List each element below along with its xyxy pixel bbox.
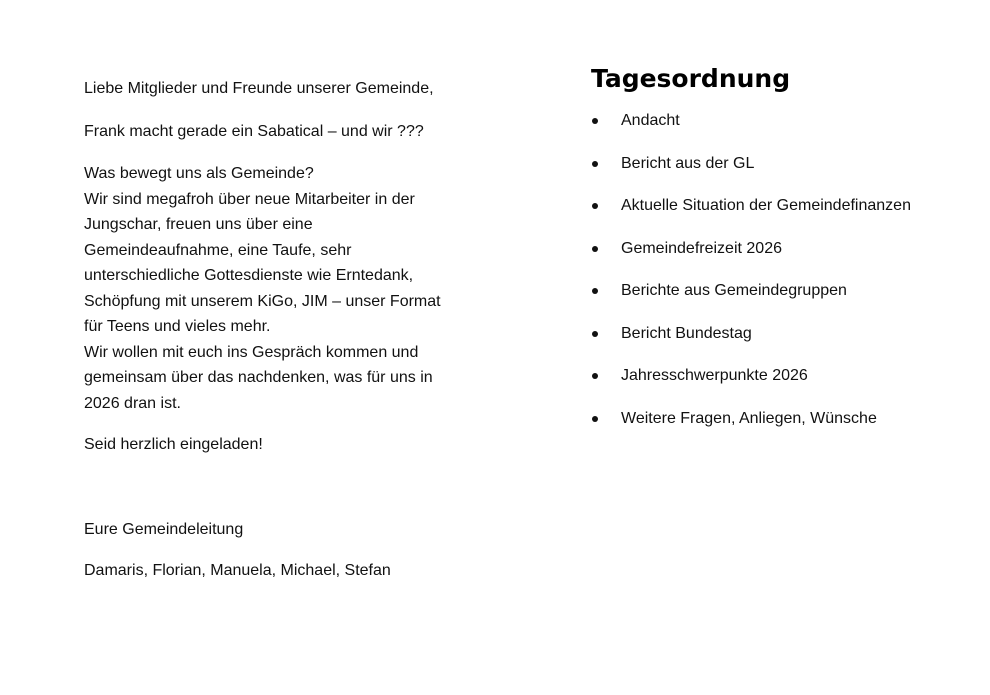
- letter-invitation: Seid herzlich eingeladen!: [84, 436, 263, 453]
- agenda-item-label: Jahresschwerpunkte 2026: [621, 367, 808, 384]
- letter-greeting: Liebe Mitglieder und Freunde unserer Gemeinde,: [84, 80, 434, 97]
- letter-body-line: Wir wollen mit euch ins Gespräch kommen und: [84, 343, 419, 361]
- bullet-icon: [592, 331, 598, 337]
- agenda-item-label: Bericht Bundestag: [621, 324, 752, 342]
- letter-body: [84, 161, 484, 416]
- agenda-column: [591, 62, 971, 450]
- bullet-icon: [592, 416, 598, 422]
- letter-body-line: Schöpfung mit unserem KiGo, JIM – unser Format: [84, 292, 441, 310]
- bullet-icon: [592, 203, 598, 209]
- agenda-title: Tagesordnung: [591, 64, 791, 93]
- letter-intro: Frank macht gerade ein Sabatical – und wir ???: [84, 122, 424, 140]
- letter-body-line: 2026 dran ist.: [84, 394, 181, 412]
- agenda-list: [591, 110, 971, 430]
- bullet-icon: [592, 161, 598, 167]
- agenda-item: [591, 110, 971, 132]
- letter-body-line: Wir sind megafroh über neue Mitarbeiter in der: [84, 190, 415, 208]
- agenda-item: [591, 195, 971, 217]
- agenda-item: [591, 323, 971, 345]
- agenda-item: [591, 280, 971, 302]
- agenda-item: [591, 365, 971, 387]
- agenda-item-label: Weitere Fragen, Anliegen, Wünsche: [621, 409, 877, 427]
- bullet-icon: [592, 373, 598, 379]
- bullet-icon: [592, 118, 598, 124]
- agenda-item: [591, 238, 971, 260]
- letter-body-line: Gemeindeaufnahme, eine Taufe, sehr: [84, 241, 352, 259]
- letter-body-line: gemeinsam über das nachdenken, was für uns in: [84, 369, 433, 386]
- bullet-icon: [592, 246, 598, 252]
- letter-body-line: für Teens und vieles mehr.: [84, 318, 271, 335]
- agenda-item: [591, 153, 971, 175]
- agenda-item-label: Bericht aus der GL: [621, 154, 755, 172]
- agenda-item-label: Aktuelle Situation der Gemeindefinanzen: [621, 197, 911, 214]
- bullet-icon: [592, 288, 598, 294]
- letter-body-line: Jungschar, freuen uns über eine: [84, 216, 313, 233]
- letter-signoff: Eure Gemeindeleitung: [84, 520, 244, 538]
- letter-body-line: Was bewegt uns als Gemeinde?: [84, 165, 314, 182]
- agenda-item-label: Andacht: [621, 112, 680, 129]
- agenda-item: [591, 408, 971, 430]
- letter-body-line: unterschiedliche Gottesdienste wie Erntedank,: [84, 267, 414, 284]
- letter-column: [84, 76, 484, 584]
- agenda-item-label: Berichte aus Gemeindegruppen: [621, 282, 847, 299]
- letter-signatories: Damaris, Florian, Manuela, Michael, Stefan: [84, 562, 391, 579]
- agenda-item-label: Gemeindefreizeit 2026: [621, 239, 782, 257]
